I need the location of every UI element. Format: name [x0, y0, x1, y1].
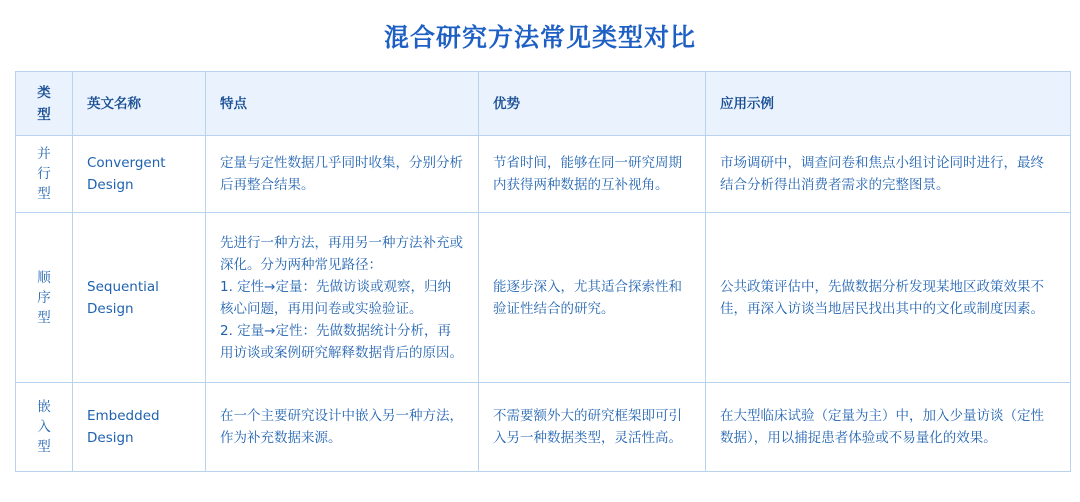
- cell-features: 定量与定性数据几乎同时收集，分别分析后再整合结果。: [206, 136, 479, 213]
- cell-features: [206, 213, 479, 383]
- table-row-convergent: [16, 136, 1071, 213]
- header-english-name: 英文名称: [73, 72, 206, 136]
- features-intro: 先进行一种方法，再用另一种方法补充或深化。分为两种常见路径：: [220, 234, 463, 273]
- cell-english-name: Embedded Design: [73, 383, 206, 472]
- cell-english-name: Convergent Design: [73, 136, 206, 213]
- page-title: 混合研究方法常见类型对比: [383, 23, 696, 52]
- header-type: 类型: [16, 72, 73, 136]
- table-row-embedded: [16, 383, 1071, 472]
- features-path-2: 2. 定量→定性：先做数据统计分析，再用访谈或案例研究解释数据背后的原因。: [220, 322, 463, 361]
- cell-examples: 市场调研中，调查问卷和焦点小组讨论同时进行，最终结合分析得出消费者需求的完整图景。: [706, 136, 1071, 213]
- comparison-table: [15, 71, 1071, 472]
- cell-advantages: 不需要额外大的研究框架即可引入另一种数据类型，灵活性高。: [479, 383, 706, 472]
- cell-examples: 在大型临床试验（定量为主）中，加入少量访谈（定性数据），用以捕捉患者体验或不易量化的效果。: [706, 383, 1071, 472]
- cell-examples: 公共政策评估中，先做数据分析发现某地区政策效果不佳，再深入访谈当地居民找出其中的文化或制度因素。: [706, 213, 1071, 383]
- header-advantages: 优势: [479, 72, 706, 136]
- cell-advantages: 节省时间，能够在同一研究周期内获得两种数据的互补视角。: [479, 136, 706, 213]
- cell-advantages: 能逐步深入，尤其适合探索性和验证性结合的研究。: [479, 213, 706, 383]
- table-row-sequential: [16, 213, 1071, 383]
- cell-english-name: Sequential Design: [73, 213, 206, 383]
- cell-features: 在一个主要研究设计中嵌入另一种方法，作为补充数据来源。: [206, 383, 479, 472]
- header-features: 特点: [206, 72, 479, 136]
- header-examples: 应用示例: [706, 72, 1071, 136]
- cell-type: 并行型: [16, 136, 73, 213]
- table-header-row: [16, 72, 1071, 136]
- cell-type: 嵌入型: [16, 383, 73, 472]
- features-path-1: 1. 定性→定量：先做访谈或观察，归纳核心问题，再用问卷或实验验证。: [220, 278, 451, 317]
- cell-type: 顺序型: [16, 213, 73, 383]
